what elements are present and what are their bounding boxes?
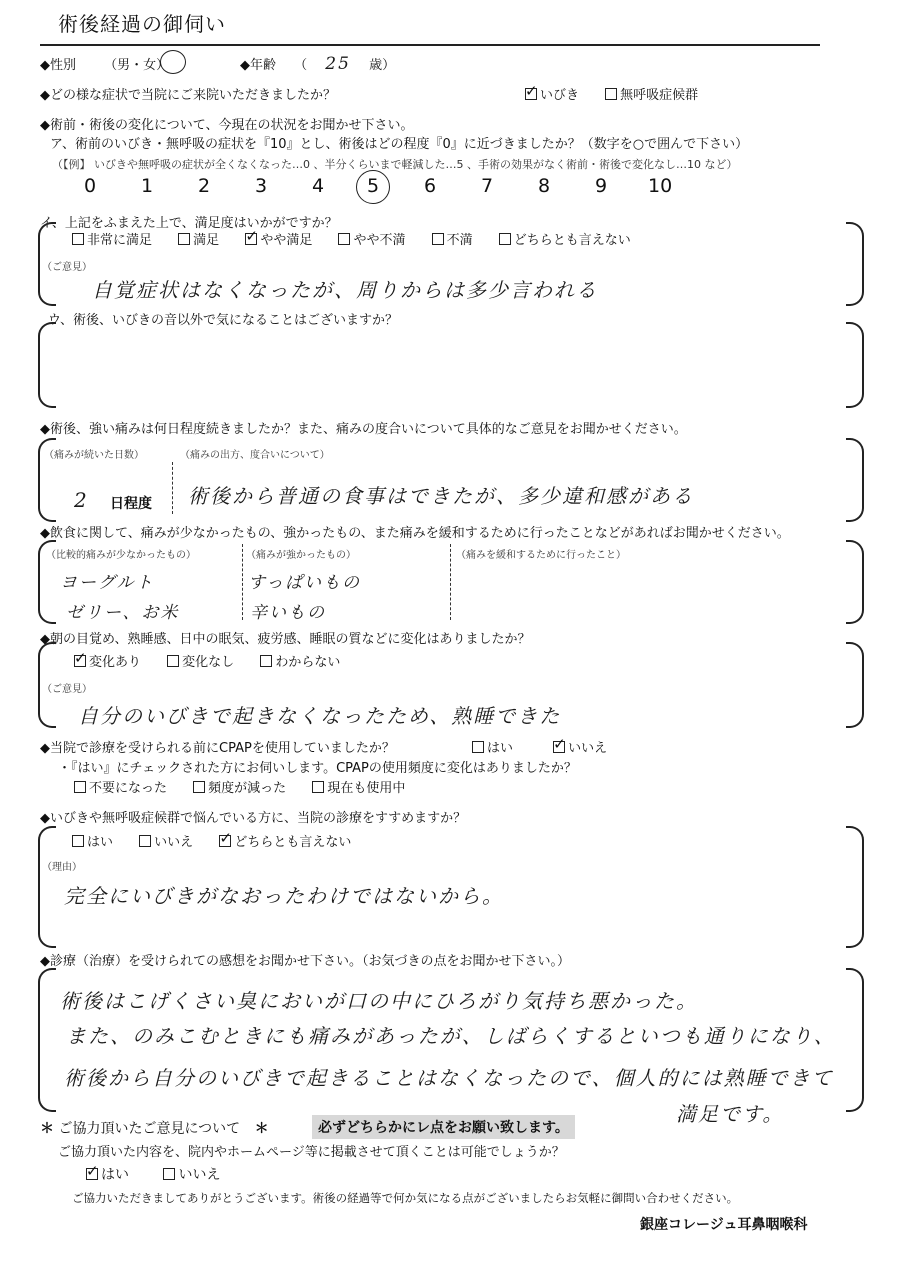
other-sound-question: ウ、術後、いびきの音以外で気になることはございますか？ — [48, 313, 398, 328]
checkbox-icon — [432, 233, 444, 245]
publish-option-no[interactable]: いいえ — [163, 1167, 220, 1183]
checkbox-icon — [163, 1168, 175, 1180]
scale-9[interactable]: 9 — [595, 175, 608, 197]
food-col1-label: （比較的痛みが少なかったもの） — [46, 550, 196, 561]
recommend-option-yes[interactable]: はい — [72, 835, 113, 850]
clinic-name: 銀座コレージュ耳鼻咽喉科 — [640, 1217, 808, 1233]
symptom-option-apnea[interactable]: 無呼吸症候群 — [605, 88, 698, 103]
change-question: ◆術前・術後の変化について、今現在の状況をお聞かせ下さい。 — [40, 118, 414, 133]
checkbox-icon — [472, 741, 484, 753]
checkbox-icon — [72, 233, 84, 245]
pain-days-value[interactable]: 2 — [74, 488, 89, 512]
checkbox-icon — [72, 835, 84, 847]
food-col2-label: （痛みが強かったもの） — [246, 550, 356, 561]
recommend-reason-label: （理由） — [42, 862, 82, 873]
satisfaction-option-somewhat-satisfied[interactable]: ✓ やや満足 — [245, 233, 312, 248]
coop-heading: ご協力頂いたご意見について — [58, 1121, 241, 1137]
change-subquestion: ア、術前のいびき・無呼吸の症状を『10』とし、術後はどの程度『0』に近づきましたか？（数字を○で囲んで下さい） — [50, 137, 749, 152]
satisfaction-option-neutral[interactable]: どちらとも言えない — [499, 233, 631, 248]
recommend-option-neutral[interactable]: ✓ どちらとも言えない — [219, 835, 351, 850]
food-col2-line1[interactable]: すっぱいもの — [248, 573, 361, 593]
checkbox-icon — [139, 835, 151, 847]
age-value[interactable]: 25 — [325, 54, 351, 74]
checkbox-icon — [219, 835, 231, 847]
morning-option-unchanged[interactable]: 変化なし — [167, 655, 234, 670]
star-mark: ＊ — [40, 1121, 54, 1137]
checkbox-icon — [499, 233, 511, 245]
symptom-options — [525, 84, 698, 103]
pain-days-unit: 日程度 — [110, 496, 152, 512]
recommend-reason[interactable]: 完全にいびきがなおったわけではないから。 — [64, 884, 504, 908]
cpap-options — [472, 737, 607, 756]
scale-1[interactable]: 1 — [141, 175, 154, 197]
satisfaction-bracket-right — [846, 222, 864, 306]
scale-5[interactable]: 5 — [367, 175, 380, 197]
scale-8[interactable]: 8 — [538, 175, 551, 197]
impression-bracket-right — [846, 968, 864, 1112]
satisfaction-options — [72, 229, 631, 248]
checkbox-icon — [553, 741, 565, 753]
publish-question: ご協力頂いた内容を、院内やホームページ等に掲載させて頂くことは可能でしょうか？ — [58, 1145, 565, 1160]
morning-option-changed[interactable]: ✓変化あり — [74, 655, 141, 670]
food-col2-line2[interactable]: 辛いもの — [250, 603, 326, 623]
impression-line-3[interactable]: 術後から自分のいびきで起きることはなくなったので、個人的には熟睡できて — [64, 1066, 834, 1090]
satisfaction-question: イ、上記をふまえた上で、満足度はいかがですか？ — [40, 216, 338, 231]
age-label: ◆年齢 — [240, 58, 276, 73]
checkbox-icon — [245, 233, 257, 245]
checkbox-icon — [525, 88, 537, 100]
morning-options — [74, 651, 340, 670]
food-divider-1 — [242, 544, 243, 620]
gender-female-circle — [160, 50, 186, 74]
pain-degree[interactable]: 術後から普通の食事はできたが、多少違和感がある — [188, 484, 694, 508]
food-question: ◆飲食に関して、痛みが少なかったもの、強かったもの、また痛みを緩和するために行ったことなどがあればお聞かせください。 — [40, 526, 790, 541]
gender-options[interactable]: （男・女） — [104, 58, 170, 73]
other-sound-bracket-right — [846, 322, 864, 408]
food-bracket-right — [846, 540, 864, 624]
pain-divider — [172, 462, 173, 514]
morning-opinion-label: （ご意見） — [42, 684, 92, 695]
scale-6[interactable]: 6 — [424, 175, 437, 197]
other-sound-bracket-left — [38, 322, 56, 408]
satisfaction-option-very-satisfied[interactable]: 非常に満足 — [72, 233, 152, 248]
checkbox-icon — [312, 781, 324, 793]
scale-3[interactable]: 3 — [255, 175, 268, 197]
star-mark: ＊ — [254, 1121, 269, 1137]
other-sound-answer-area[interactable] — [60, 345, 830, 395]
satisfaction-option-satisfied[interactable]: 満足 — [178, 233, 219, 248]
food-col1-line2[interactable]: ゼリー、お米 — [66, 603, 180, 623]
recommend-question: ◆いびきや無呼吸症候群で悩んでいる方に、当院の診療をすすめますか？ — [40, 811, 467, 826]
checkbox-icon — [338, 233, 350, 245]
recommend-bracket-right — [846, 826, 864, 948]
morning-question: ◆朝の目覚め、熟睡感、日中の眠気、疲労感、睡眠の質などに変化はありましたか？ — [40, 632, 531, 647]
satisfaction-option-dissatisfied[interactable]: 不満 — [432, 233, 473, 248]
impression-line-1[interactable]: 術後はこげくさい臭においが口の中にひろがり気持ち悪かった。 — [60, 989, 698, 1013]
checkbox-icon — [178, 233, 190, 245]
checkbox-icon — [167, 655, 179, 667]
food-divider-2 — [450, 544, 451, 620]
checkbox-icon — [605, 88, 617, 100]
impression-question: ◆診療（治療）を受けられての感想をお聞かせ下さい。（お気づきの点をお聞かせ下さい。） — [40, 954, 570, 969]
pain-days-label: （痛みが続いた日数） — [44, 450, 144, 461]
title-underline — [40, 44, 820, 46]
scale-7[interactable]: 7 — [481, 175, 494, 197]
impression-line-4[interactable]: 満足です。 — [676, 1102, 785, 1126]
scale-0[interactable]: 0 — [84, 175, 97, 197]
food-col1-line1[interactable]: ヨーグルト — [60, 573, 155, 593]
change-example: （【例】 いびきや無呼吸の症状が全くなくなった…0 、半分くらいまで軽減した…5 、手術の効果がなく術前・術後で変化なし…10 など） — [52, 158, 738, 171]
required-check-stamp: 必ずどちらかにレ点をお願い致します。 — [312, 1115, 575, 1139]
cpap-option-not-needed[interactable]: 不要になった — [74, 781, 167, 796]
age-unit: 歳） — [369, 58, 396, 73]
scale-selected-circle — [356, 170, 390, 204]
publish-options — [86, 1164, 220, 1184]
impression-line-2[interactable]: また、のみこむときにも痛みがあったが、しばらくするといつも通りになり、 — [66, 1024, 836, 1048]
symptom-option-snoring[interactable]: ✓ いびき — [525, 88, 579, 103]
impression-bracket-left — [38, 968, 56, 1112]
checkbox-icon — [193, 781, 205, 793]
gender-label: ◆性別 — [40, 58, 76, 73]
cpap-question: ◆当院で診療を受けられる前にCPAPを使用していましたか？ — [40, 741, 395, 756]
checkbox-icon — [74, 781, 86, 793]
food-col3-answer-area[interactable] — [460, 566, 840, 616]
recommend-options — [72, 831, 351, 850]
morning-opinion[interactable]: 自分のいびきで起きなくなったため、熟睡できた — [78, 704, 562, 728]
coop-heading-row — [40, 1118, 269, 1138]
symptom-question: ◆どの様な症状で当院にご来院いただきましたか？ — [40, 88, 336, 103]
pain-degree-label: （痛みの出方、度合いについて） — [180, 450, 330, 461]
pain-bracket-right — [846, 438, 864, 522]
page-title: 術後経過の御伺い — [58, 12, 226, 36]
checkbox-icon — [260, 655, 272, 667]
scale-4[interactable]: 4 — [312, 175, 325, 197]
satisfaction-option-somewhat-dissatisfied[interactable]: やや不満 — [338, 233, 405, 248]
checkbox-icon — [86, 1168, 98, 1180]
gender-question — [40, 54, 169, 73]
publish-option-yes[interactable]: ✓はい — [86, 1167, 129, 1183]
age-question: ◆年齢 （ 25 歳） — [240, 54, 396, 74]
scale-10[interactable]: 10 — [648, 175, 673, 197]
recommend-option-no[interactable]: いいえ — [139, 835, 193, 850]
satisfaction-opinion[interactable]: 自覚症状はなくなったが、周りからは多少言われる — [92, 278, 598, 302]
cpap-sub-options — [74, 777, 405, 796]
scale-2[interactable]: 2 — [198, 175, 211, 197]
morning-option-unknown[interactable]: わからない — [260, 655, 340, 670]
cpap-option-reduced[interactable]: 頻度が減った — [193, 781, 286, 796]
satisfaction-opinion-label: （ご意見） — [42, 262, 92, 273]
morning-bracket-right — [846, 642, 864, 728]
pain-question: ◆術後、強い痛みは何日程度続きましたか？また、痛みの度合いについて具体的なご意見をお聞かせください。 — [40, 422, 687, 437]
checkbox-icon — [74, 655, 86, 667]
food-col3-label: （痛みを緩和するために行ったこと） — [456, 550, 626, 561]
cpap-option-still-using[interactable]: 現在も使用中 — [312, 781, 405, 796]
cpap-option-yes[interactable]: はい — [472, 741, 513, 756]
cpap-subquestion: ・『はい』にチェックされた方にお伺いします。CPAPの使用頻度に変化はありましたか？ — [58, 761, 577, 776]
cpap-option-no[interactable]: ✓ いいえ — [553, 741, 607, 756]
thanks-message: ご協力いただきましてありがとうございます。術後の経過等で何か気になる点がございましたらお気軽に御問い合わせください。 — [72, 1191, 739, 1205]
recommend-bracket-left — [38, 826, 56, 948]
